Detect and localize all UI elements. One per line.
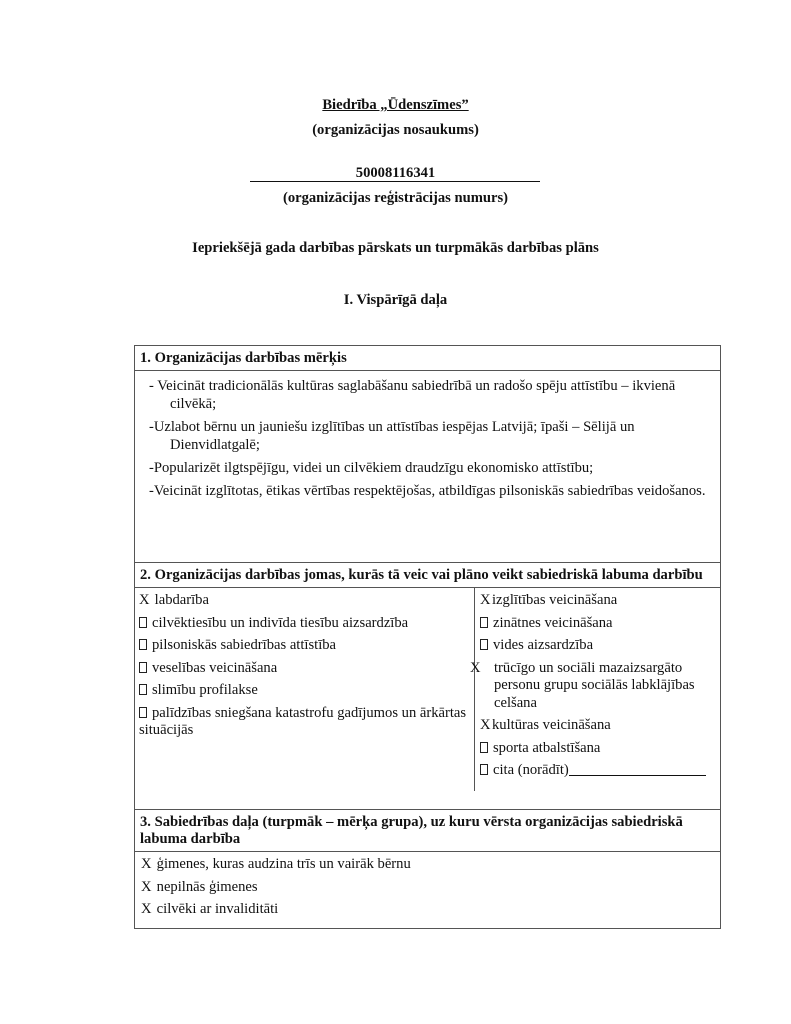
checkmark-x: X	[141, 901, 152, 917]
activity-areas-left-column	[135, 588, 475, 791]
activity-item: zinātnes veicināšana	[480, 615, 716, 633]
activity-areas-right-column	[470, 588, 720, 791]
checkmark-x: X	[141, 878, 152, 895]
activity-item: Xkultūras veicināšana	[480, 717, 611, 733]
checkmark-x: X	[141, 856, 152, 872]
target-group-heading: 3. Sabiedrības daļa (turpmāk – mērķa grupa), uz kuru vērsta organizācijas sabiedriskā labuma darbība	[135, 810, 720, 852]
checkmark-x: X	[480, 717, 491, 733]
activity-item: vides aizsardzība	[480, 637, 716, 655]
reg-number: 50008116341	[355, 165, 436, 181]
activity-areas-heading: 2. Organizācijas darbības jomas, kurās tā veic vai plāno veikt sabiedriskā labuma darbību	[135, 563, 720, 588]
activity-item: X labdarība	[139, 592, 209, 608]
checkbox-icon	[139, 662, 147, 673]
reg-number-line	[250, 180, 540, 182]
goal-item: -Uzlabot bērnu un jauniešu izglītības un attīstības iespējas Latvijā; īpaši – Sēlijā un Dienvidlatgalē;	[149, 419, 635, 453]
checkbox-icon	[480, 639, 488, 650]
checkbox-icon	[480, 617, 488, 628]
goal-item: -Popularizēt ilgtspējīgu, videi un cilvēkiem draudzīgu ekonomisko attīstību;	[149, 460, 594, 476]
activity-item: veselības veicināšana	[139, 660, 470, 678]
org-name: Biedrība „Ūdenszīmes”	[322, 97, 469, 113]
checkmark-x: X	[480, 592, 491, 608]
org-name-caption: (organizācijas nosaukums)	[312, 122, 479, 138]
target-group-item: X ģimenes, kuras audzina trīs un vairāk bērnu	[141, 856, 411, 872]
target-group-list	[135, 852, 720, 928]
activity-item: sporta atbalstīšana	[480, 740, 716, 758]
goals-table	[134, 345, 721, 563]
checkbox-icon	[139, 707, 147, 718]
activity-item: Xizglītības veicināšana	[480, 592, 618, 608]
goal-item: - Veicināt tradicionālās kultūras saglabāšanu sabiedrībā un radošo spēju attīstību – ikvienā cilvēkā;	[149, 378, 676, 412]
checkbox-icon	[139, 684, 147, 695]
checkmark-x: X	[139, 592, 150, 608]
checkbox-icon	[480, 764, 488, 775]
target-group-item: X nepilnās ģimenes	[141, 878, 258, 895]
reg-number-caption: (organizācijas reģistrācijas numurs)	[282, 190, 509, 206]
checkbox-icon	[480, 742, 488, 753]
activity-item: slimību profilakse	[139, 682, 470, 700]
goal-item: -Veicināt izglītotas, ētikas vērtības respektējošas, atbildīgas pilsoniskās sabiedrības veidošanos.	[149, 483, 706, 499]
report-title: Iepriekšējā gada darbības pārskats un turpmākās darbības plāns	[192, 240, 599, 256]
activity-item: pilsoniskās sabiedrības attīstība	[139, 637, 470, 655]
activity-item: palīdzības sniegšana katastrofu gadījumos un ārkārtas situācijās	[139, 704, 467, 738]
activity-item: X trūcīgo un sociāli mazaizsargāto personu grupu sociālās labklājības celšana	[470, 659, 695, 711]
goals-list	[135, 371, 720, 511]
goals-heading: 1. Organizācijas darbības mērķis	[135, 346, 720, 371]
activity-item: cilvēktiesību un indivīda tiesību aizsardzība	[139, 615, 470, 633]
target-group-table	[134, 809, 721, 929]
activity-areas-table	[134, 562, 721, 810]
checkbox-icon	[139, 639, 147, 650]
section-title: I. Vispārīgā daļa	[343, 292, 448, 308]
target-group-item: X cilvēki ar invaliditāti	[141, 901, 279, 917]
activity-item: cita (norādīt)	[480, 762, 716, 780]
checkbox-icon	[139, 617, 147, 628]
checkmark-x: X	[470, 659, 481, 676]
other-blank-line	[569, 763, 706, 776]
